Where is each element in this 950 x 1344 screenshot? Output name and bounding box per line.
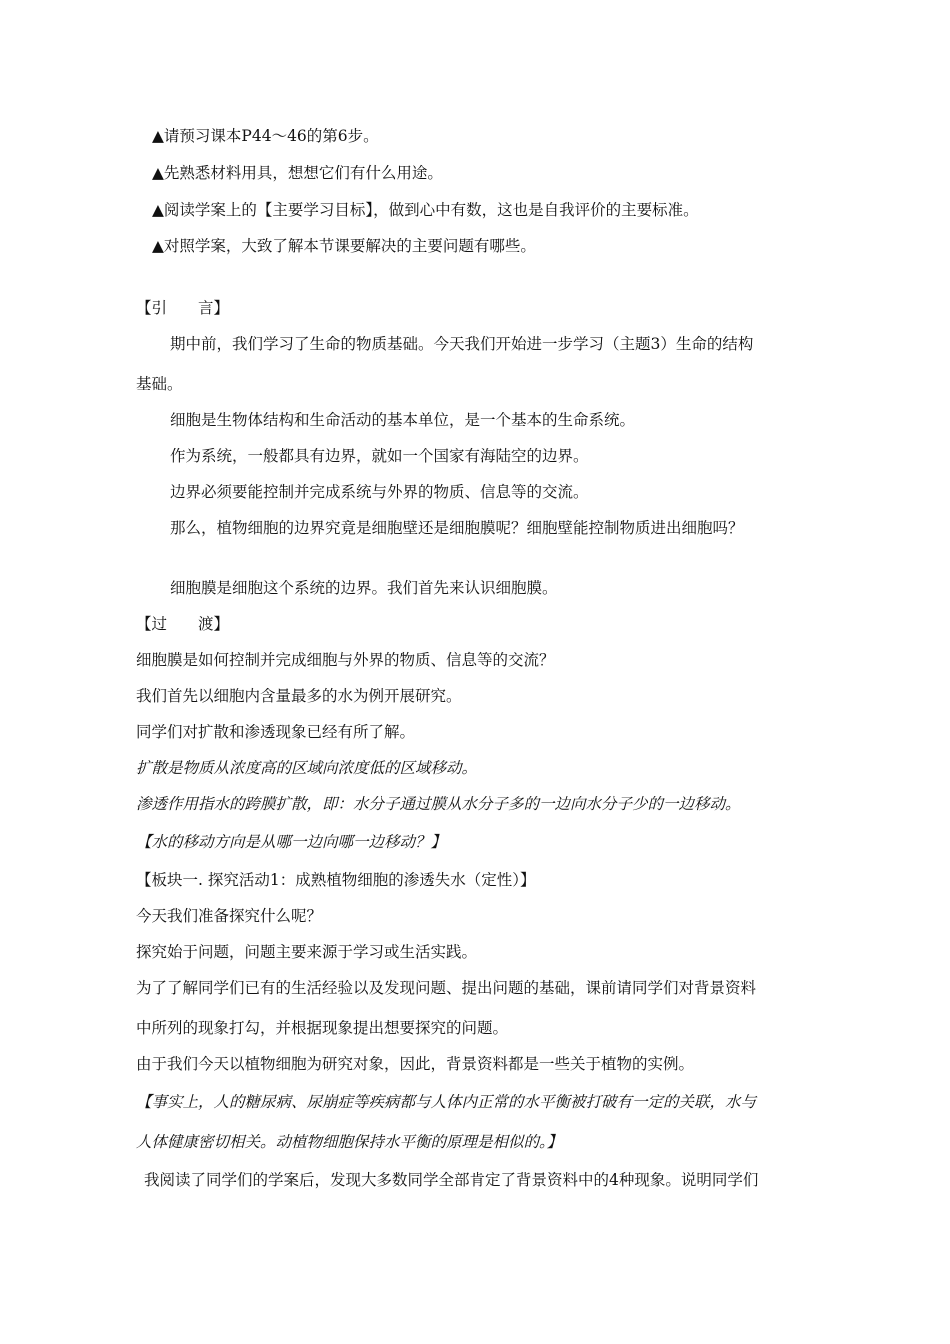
block1-line-3: 为了了解同学们已有的生活经验以及发现问题、提出问题的基础，课前请同学们对背景资料	[136, 979, 757, 997]
preview-item-3: ▲阅读学案上的【主要学习目标】，做到心中有数，这也是自我评价的主要标准。	[152, 201, 699, 219]
transition-line-2: 我们首先以细胞内含量最多的水为例开展研究。	[136, 687, 462, 705]
diffusion-definition: 扩散是物质从浓度高的区域向浓度低的区域移动。	[136, 759, 478, 777]
question-water-direction: 【水的移动方向是从哪一边向哪一边移动？】	[136, 833, 447, 851]
intro-paragraph-3: 作为系统，一般都具有边界，就如一个国家有海陆空的边界。	[170, 447, 589, 465]
transition-line-1: 细胞膜是如何控制并完成细胞与外界的物质、信息等的交流？	[136, 651, 555, 669]
preview-item-2: ▲先熟悉材料用具，想想它们有什么用途。	[152, 164, 443, 182]
block1-line-3-cont: 中所列的现象打勾，并根据现象提出想要探究的问题。	[136, 1019, 509, 1037]
block1-line-1: 今天我们准备探究什么呢？	[136, 907, 323, 925]
intro-paragraph-1: 期中前，我们学习了生命的物质基础。今天我们开始进一步学习（主题3）生命的结构	[170, 335, 754, 353]
intro-paragraph-1-cont: 基础。	[136, 375, 183, 393]
block1-line-4: 由于我们今天以植物细胞为研究对象，因此，背景资料都是一些关于植物的实例。	[136, 1055, 695, 1073]
block1-line-2: 探究始于问题，问题主要来源于学习或生活实践。	[136, 943, 478, 961]
intro-paragraph-6: 细胞膜是细胞这个系统的边界。我们首先来认识细胞膜。	[170, 579, 558, 597]
block1-note-cont: 人体健康密切相关。动植物细胞保持水平衡的原理是相似的。】	[136, 1133, 563, 1151]
block1-note: 【事实上，人的糖尿病、尿崩症等疾病都与人体内正常的水平衡被打破有一定的关联，水与	[136, 1093, 757, 1111]
preview-item-4: ▲对照学案，大致了解本节课要解决的主要问题有哪些。	[152, 237, 536, 255]
preview-item-1: ▲请预习课本P44～46的第6步。	[152, 127, 379, 145]
block1-line-6: 我阅读了同学们的学案后，发现大多数同学全部肯定了背景资料中的4种现象。说明同学们	[144, 1171, 759, 1189]
intro-paragraph-5: 那么，植物细胞的边界究竟是细胞壁还是细胞膜呢？细胞壁能控制物质进出细胞吗？	[170, 519, 744, 537]
intro-paragraph-2: 细胞是生物体结构和生命活动的基本单位，是一个基本的生命系统。	[170, 411, 636, 429]
intro-heading: 【引 言】	[136, 299, 230, 317]
block1-heading: 【板块一. 探究活动1：成熟植物细胞的渗透失水（定性）】	[136, 871, 536, 889]
osmosis-definition: 渗透作用指水的跨膜扩散，即：水分子通过膜从水分子多的一边向水分子少的一边移动。	[136, 795, 741, 813]
transition-line-3: 同学们对扩散和渗透现象已经有所了解。	[136, 723, 416, 741]
intro-paragraph-4: 边界必须要能控制并完成系统与外界的物质、信息等的交流。	[170, 483, 589, 501]
transition-heading: 【过 渡】	[136, 615, 230, 633]
